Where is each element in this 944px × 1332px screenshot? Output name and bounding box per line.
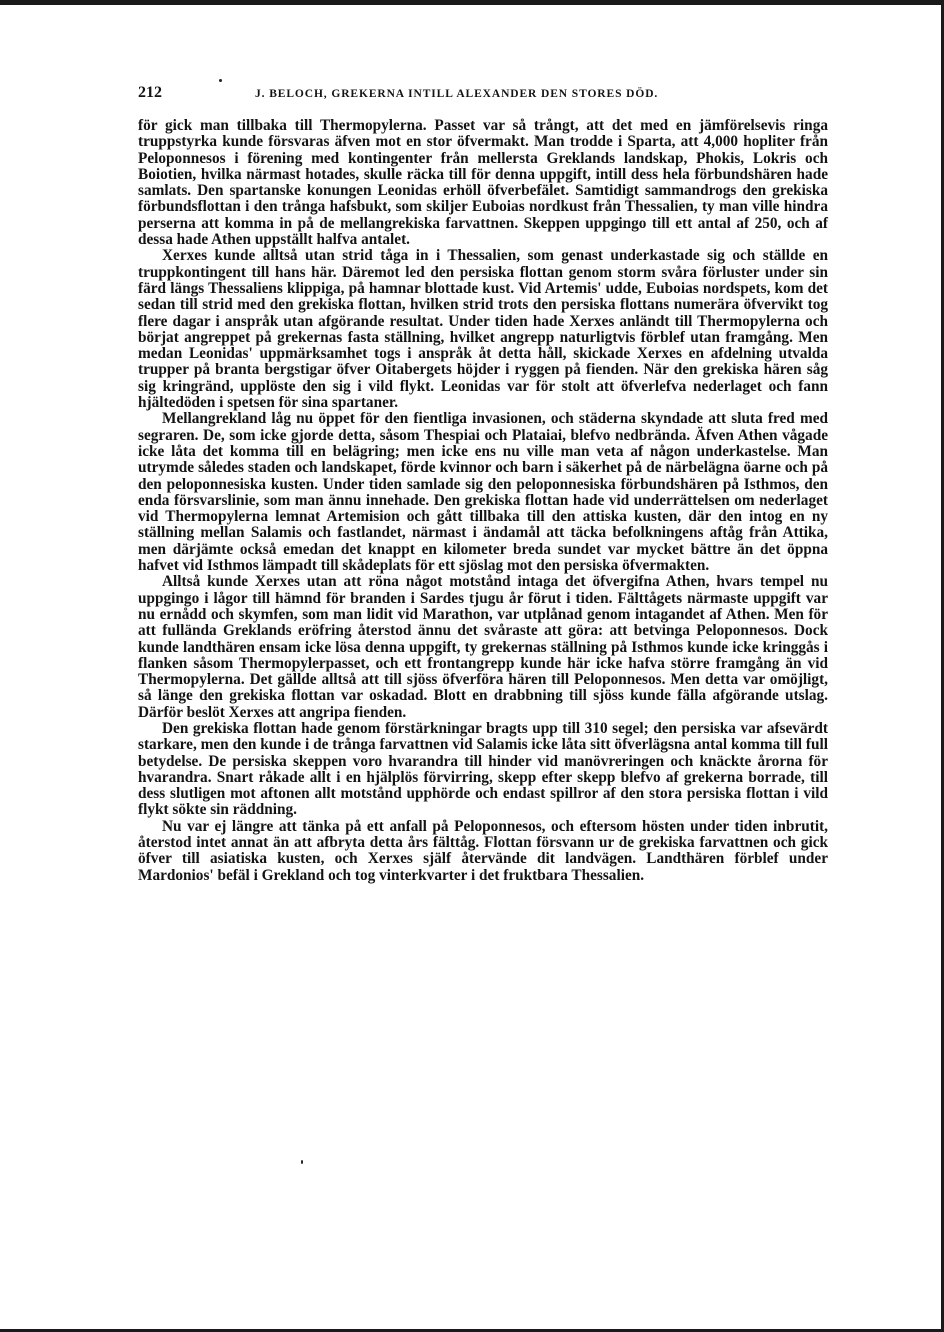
paragraph: Xerxes kunde alltså utan strid tåga in i Thessalien, som genast underkastade sig och ställde en truppkontingent till hans här. Däremot led den persiska flottan genom storm svåra förluster under sin färd längs Thessaliens klippiga, på hamnar blottade kust. Vid Artemis' udde, Euboias nordspets, kom det sedan till strid med den grekiska flottan, hvilken strid trots den persiska flottans numerära öfvervikt tog flere dagar i anspråk utan afgörande resultat. Under tiden hade Xerxes anländt till Thermopylerna och börjat angreppet på grekernas fasta ställning, hvilket angrepp naturligtvis förblef utan framgång. Men medan Leonidas' uppmärksamhet togs i anspråk åt detta håll, skickade Xerxes en afdelning utvalda trupper på branta bergstigar öfver Oitabergets höjder i ryggen på fienden. När den grekiska hären såg sig kringränd, upplöste den sig i vild flykt. Leonidas var för stolt att öfverlefva nederlaget och fann hjältedöden i spetsen för sina spartaner. [138, 247, 828, 412]
page-header [138, 84, 828, 110]
running-head: J. BELOCH, GREKERNA INTILL ALEXANDER DEN STORES DÖD. [255, 88, 659, 100]
paragraph: Mellangrekland låg nu öppet för den fientliga invasionen, och städerna skyndade att sluta fred med segraren. De, som icke gjorde detta, såsom Thespiai och Plataiai, blefvo nedbrända. Äfven Athen vågade icke låta det komma till en belägring; men icke ens nu ville man veta af någon underkastelse. Man utrymde således staden och landskapet, förde kvinnor och barn i säkerhet på de närbelägna öarne och på den peloponnesiska kusten. Under tiden samlade sig den peloponnesiska förbundshären på Isthmos, den enda försvarslinie, som man ännu innehade. Den grekiska flottan hade vid underrättelsen om nederlaget vid Thermopylerna lemnat Artemision och gått tillbaka till den attiska kusten, där den intog en ny ställning mellan Salamis och fastlandet, närmast i ändamål att täcka befolkningens aftåg från Attika, men därjämte också emedan det knappt en kilometer breda sundet var mycket bättre än det öppna hafvet vid Isthmos lämpadt till skådeplats för ett sjöslag mot den persiska öfvermakten. [138, 410, 828, 575]
page-number: 212 [138, 84, 162, 101]
scan-edge-top [0, 0, 944, 5]
scan-speck [301, 1160, 303, 1164]
body-text [138, 118, 828, 884]
paragraph: Nu var ej längre att tänka på ett anfall på Peloponnesos, och eftersom hösten under tiden inbrutit, återstod intet annat än att afbryta detta års fälttåg. Flottan försvann ur de grekiska farvattnen och gick öfver till asiatiska kusten, och Xerxes själf återvände dit landvägen. Landthären förblef under Mardonios' befäl i Grekland och tog vinterkvarter i det fruktbara Thessalien. [138, 817, 828, 884]
paragraph: för gick man tillbaka till Thermopylerna. Passet var så trångt, att det med en jämförelsevis ringa truppstyrka kunde försvaras äfven mot en stor öfvermakt. Man trodde i Sparta, att 4,000 hopliter från Peloponnesos i förening med kontingenter från mellersta Greklands landskap, Phokis, Lokris och Boiotien, hvilka närmast hotades, skulle räcka till för denna uppgift, intill dess hela förbundshären hade samlats. Den spartanske konungen Leonidas erhöll öfverbefälet. Samtidigt sammandrogs den grekiska förbundsflottan i den trånga hafsbukt, som skiljer Euboias nordkust från Thessalien, ty man ville hindra perserna att komma in på de mellangrekiska farvattnen. Skeppen uppgingo till ett antal af 250, och af dessa hade Athen uppställt halfva antalet. [138, 117, 828, 249]
book-page [138, 84, 828, 884]
paragraph: Alltså kunde Xerxes utan att röna något motstånd intaga det öfvergifna Athen, hvars tempel nu uppgingo i lågor till hämnd för branden i Sardes tjugu år förut i tiden. Fälttågets närmaste uppgift var nu ernådd och skymfen, som man lidit vid Marathon, var utplånad genom intagandet af Athen. Men för att fullända Greklands eröfring återstod ännu det svåraste att göra: att betvinga Peloponnesos. Dock kunde landthären ensam icke lösa denna uppgift, ty grekernas ställning på Isthmos kunde icke kringgås i flanken såsom Thermopylerpasset, och ett frontangrepp kunde här icke hafva större framgång än vid Thermopylerna. Det gällde alltså att till sjöss öfverföra hären till Peloponnesos. Men detta var omöjligt, så länge den grekiska flottan var oskadad. Blott en drabbning till sjöss kunde fälla afgörande utslag. Därför beslöt Xerxes att angripa fienden. [138, 573, 828, 721]
paragraph: Den grekiska flottan hade genom förstärkningar bragts upp till 310 segel; den persiska var afsevärdt starkare, men den kunde i de trånga farvattnen vid Salamis icke låta sitt öfverlägsna antal komma till full betydelse. De persiska skeppen voro hvarandra till hinder vid manövreringen och knäckte årorna för hvarandra. Snart råkade allt i en hjälplös förvirring, skepp efter skepp blefvo af grekerna borrade, till dess slutligen mot aftonen allt motstånd upphörde och endast spillror af den stora persiska flottan i vild flykt sökte sin räddning. [138, 719, 828, 819]
scan-speck [219, 79, 222, 82]
